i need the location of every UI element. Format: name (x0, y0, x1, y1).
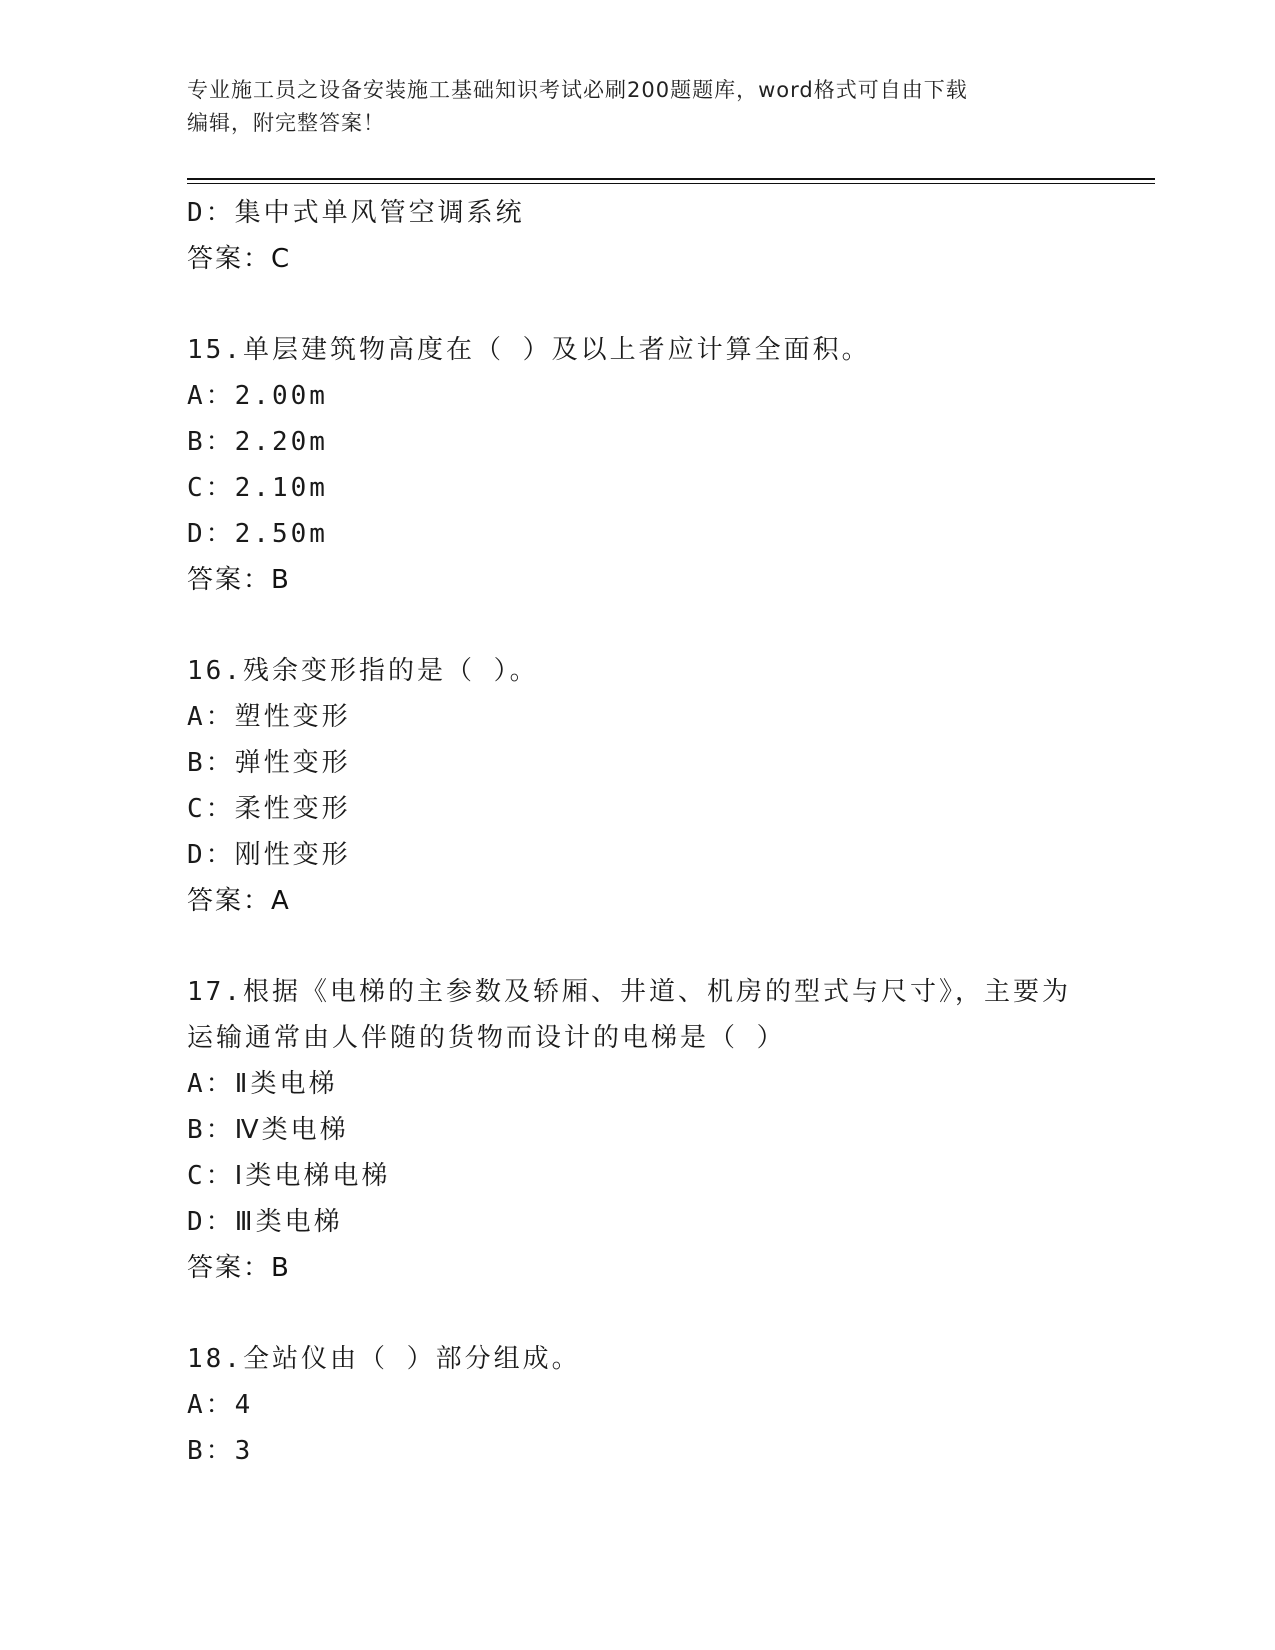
header-title-line-1: 专业施工员之设备安装施工基础知识考试必刷200题题库，word格式可自由下载 (187, 78, 968, 102)
option-b: B：2.20m (187, 427, 328, 457)
answer-line: 答案：A (187, 886, 291, 916)
answer-line: 答案：C (187, 244, 292, 274)
option-c: C：Ⅰ类电梯电梯 (187, 1161, 391, 1191)
question-17 (187, 969, 1087, 1291)
answer-line: 答案：B (187, 1253, 291, 1283)
question-stem-line-2: 运输通常由人伴随的货物而设计的电梯是（ ） (187, 1023, 786, 1053)
question-stem: 16.残余变形指的是（ ）。 (187, 656, 539, 686)
option-b: B：Ⅳ类电梯 (187, 1115, 349, 1145)
document-header (187, 74, 1087, 140)
option-d: D：集中式单风管空调系统 (187, 198, 525, 228)
option-b: B：弹性变形 (187, 748, 351, 778)
option-d: D：Ⅲ类电梯 (187, 1207, 343, 1237)
header-title-line-2: 编辑，附完整答案！ (187, 111, 385, 135)
header-divider-thin (187, 183, 1155, 184)
option-c: C：柔性变形 (187, 794, 351, 824)
question-stem: 15.单层建筑物高度在（ ）及以上者应计算全面积。 (187, 335, 871, 365)
question-list (187, 190, 1087, 1519)
option-a: A：塑性变形 (187, 702, 351, 732)
option-d: D：2.50m (187, 519, 328, 549)
option-a: A：Ⅱ类电梯 (187, 1069, 338, 1099)
question-16 (187, 648, 1087, 924)
option-b: B：3 (187, 1436, 254, 1466)
header-divider-thick (187, 178, 1155, 180)
answer-line: 答案：B (187, 565, 291, 595)
option-a: A：4 (187, 1390, 254, 1420)
question-15 (187, 327, 1087, 603)
question-18 (187, 1336, 1087, 1474)
option-d: D：刚性变形 (187, 840, 351, 870)
option-a: A：2.00m (187, 381, 328, 411)
question-stem: 18.全站仪由（ ）部分组成。 (187, 1344, 581, 1374)
question-14-tail (187, 190, 1087, 282)
question-stem-line-1: 17.根据《电梯的主参数及轿厢、井道、机房的型式与尺寸》，主要为 (187, 977, 1071, 1007)
option-c: C：2.10m (187, 473, 328, 503)
